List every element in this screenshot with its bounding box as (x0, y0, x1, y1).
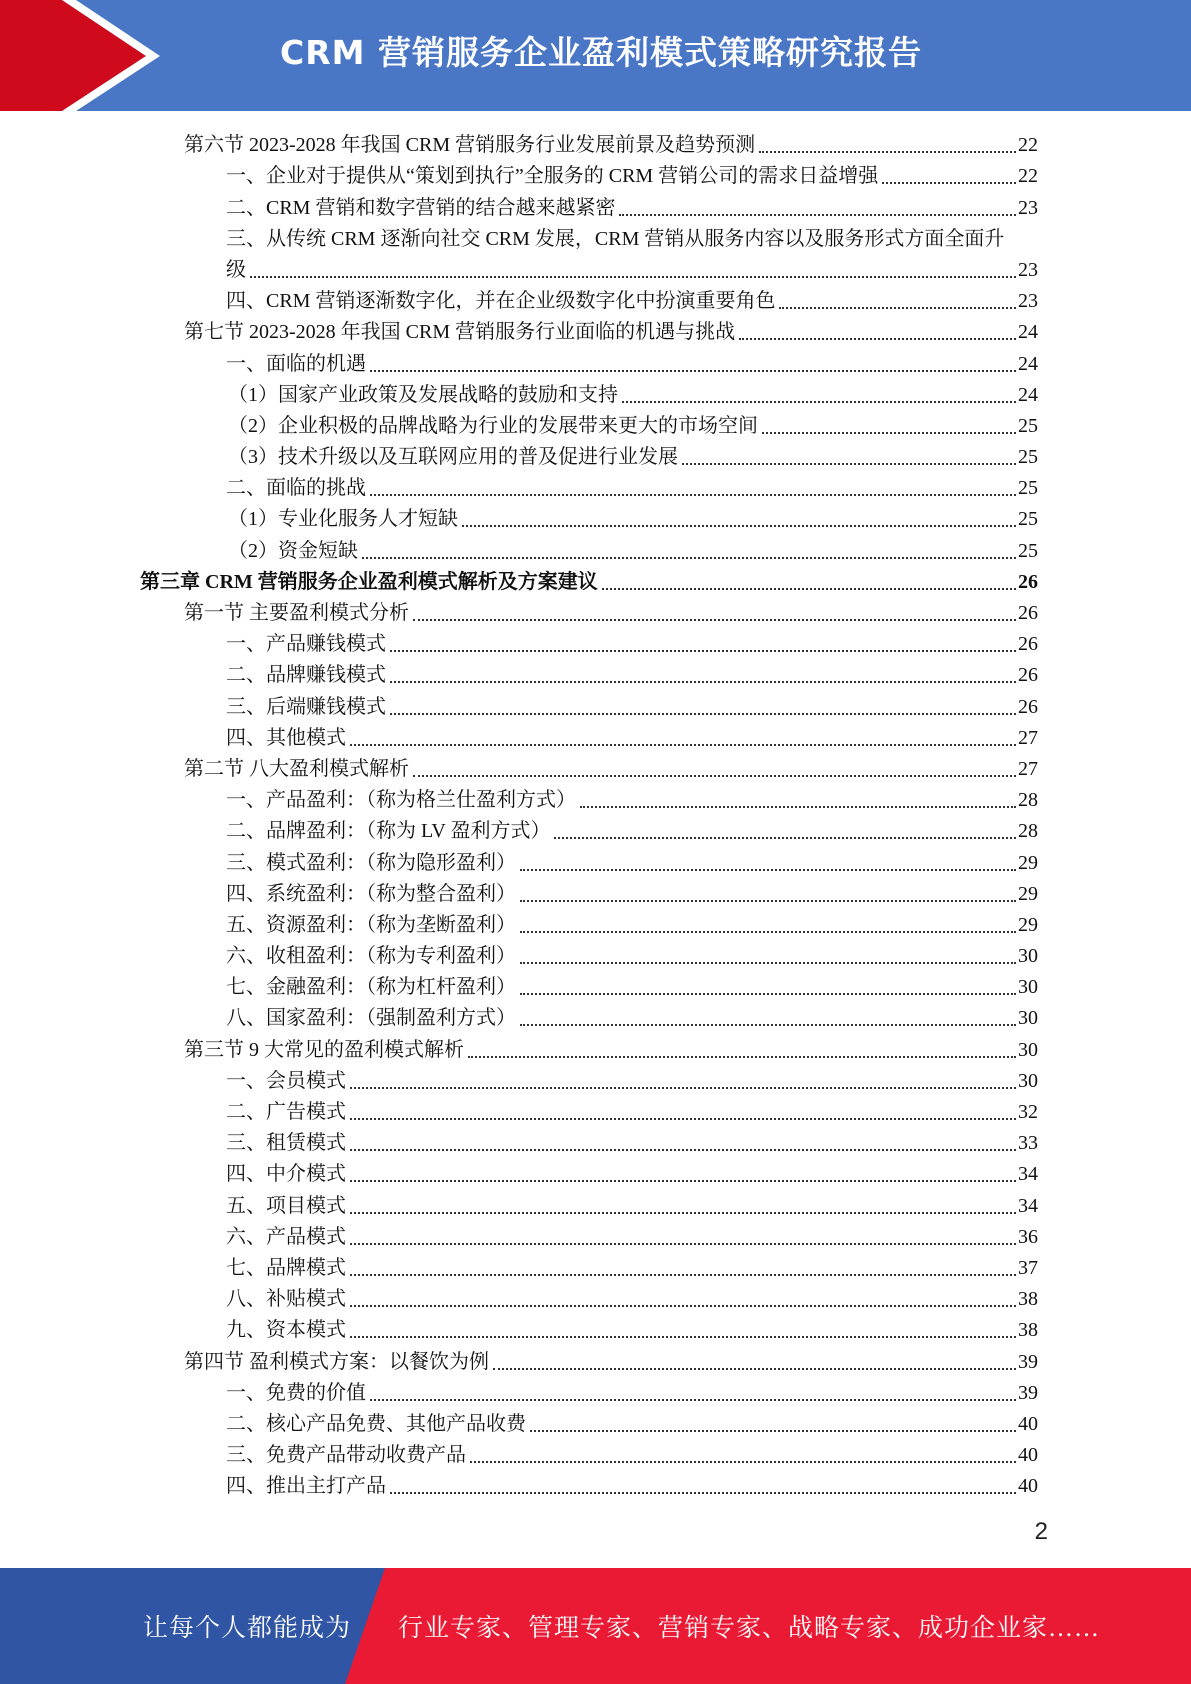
toc-dot-leader (530, 1430, 1016, 1432)
footer-slogan-left: 让每个人都能成为 (143, 1615, 352, 1642)
toc-dot-leader (350, 1243, 1016, 1245)
toc-entry-title: 六、收租盈利：（称为专利盈利） (226, 945, 516, 968)
toc-dot-leader (370, 494, 1016, 496)
toc-dot-leader (390, 650, 1016, 652)
toc-dot-leader (370, 370, 1016, 372)
toc-page-number: 23 (1018, 290, 1038, 313)
toc-section-entry[interactable] (0, 128, 1038, 159)
toc-entry-title: 五、项目模式 (226, 1194, 346, 1217)
toc-entry-title: 三、免费产品带动收费产品 (226, 1444, 466, 1467)
toc-section-entry[interactable] (0, 596, 1038, 627)
toc-dot-leader (350, 1274, 1016, 1276)
toc-page-number: 23 (1018, 196, 1038, 219)
toc-dot-leader (762, 432, 1016, 434)
toc-subsection-entry[interactable] (0, 1438, 1038, 1469)
toc-subsection-entry[interactable] (0, 1001, 1038, 1032)
toc-dot-leader (882, 182, 1016, 184)
toc-dot-leader (520, 931, 1016, 933)
toc-entry-title: 二、品牌盈利：（称为 LV 盈利方式） (226, 820, 551, 843)
toc-entry-title: 三、后端赚钱模式 (226, 695, 386, 718)
toc-entry-title: 四、其他模式 (226, 726, 346, 749)
toc-dot-leader (682, 463, 1016, 465)
toc-dot-leader (350, 1180, 1016, 1182)
toc-page-number: 27 (1018, 757, 1038, 780)
toc-dot-leader (350, 1212, 1016, 1214)
toc-page-number: 23 (1018, 258, 1038, 281)
toc-chapter-entry[interactable] (0, 565, 1038, 596)
toc-page-number: 32 (1018, 1101, 1038, 1123)
toc-entry-title: 二、广告模式 (226, 1101, 346, 1123)
toc-subsection-entry[interactable] (0, 1188, 1038, 1219)
toc-entry-title: 二、CRM 营销和数字营销的结合越来越紧密 (226, 196, 616, 219)
toc-subsection-entry[interactable] (0, 689, 1038, 720)
toc-subsection-entry[interactable] (0, 378, 1038, 409)
toc-subsection-entry[interactable] (0, 533, 1038, 564)
toc-dot-leader (554, 837, 1016, 839)
toc-subsection-entry[interactable] (0, 627, 1038, 658)
toc-entry-title: 一、企业对于提供从“策划到执行”全服务的 CRM 营销公司的需求日益增强 (226, 165, 879, 188)
toc-page-number: 30 (1018, 1069, 1038, 1092)
toc-page-number: 34 (1018, 1163, 1038, 1186)
toc-subsection-entry[interactable] (0, 721, 1038, 752)
toc-dot-leader (759, 151, 1016, 153)
toc-page-number: 34 (1018, 1194, 1038, 1217)
toc-page-number: 28 (1018, 789, 1038, 812)
toc-page-number: 28 (1018, 820, 1038, 843)
toc-dot-leader (350, 1336, 1016, 1338)
toc-subsection-entry[interactable] (0, 190, 1038, 221)
toc-entry-title: 二、面临的挑战 (226, 477, 366, 500)
toc-page-number: 25 (1018, 477, 1038, 500)
toc-dot-leader (390, 713, 1016, 715)
toc-entry-title: 七、品牌模式 (226, 1256, 346, 1279)
report-title: CRM 营销服务企业盈利模式策略研究报告 (280, 33, 922, 72)
toc-entry-title: 第二节 八大盈利模式解析 (184, 757, 409, 780)
toc-subsection-entry[interactable] (0, 1220, 1038, 1251)
header-arrow-decoration (0, 0, 160, 111)
toc-page-number: 25 (1018, 508, 1038, 531)
toc-dot-leader (622, 401, 1016, 403)
toc-subsection-entry[interactable] (0, 970, 1038, 1001)
footer-slogan-right: 行业专家、管理专家、营销专家、战略专家、成功企业家…… (398, 1615, 1101, 1642)
toc-dot-leader (580, 806, 1016, 808)
toc-entry-title: 二、品牌赚钱模式 (226, 664, 386, 687)
toc-subsection-entry[interactable] (0, 1407, 1038, 1438)
page-footer (0, 1568, 1191, 1684)
toc-page-number: 30 (1018, 1038, 1038, 1061)
toc-dot-leader (390, 1492, 1016, 1494)
toc-dot-leader (470, 1461, 1016, 1463)
toc-page-number: 30 (1018, 976, 1038, 999)
toc-section-entry[interactable] (0, 1032, 1038, 1063)
toc-page-number: 40 (1018, 1412, 1038, 1435)
toc-subsection-entry[interactable] (0, 877, 1038, 908)
toc-dot-leader (619, 214, 1016, 216)
toc-subsection-entry[interactable] (0, 440, 1038, 471)
toc-entry-title: 六、产品模式 (226, 1225, 346, 1248)
toc-dot-leader (390, 681, 1016, 683)
toc-subsection-entry[interactable] (0, 471, 1038, 502)
toc-page-number: 38 (1018, 1288, 1038, 1311)
table-of-contents (0, 128, 1191, 1500)
toc-entry-title: 五、资源盈利：（称为垄断盈利） (226, 913, 516, 936)
toc-entry-title: 三、模式盈利：（称为隐形盈利） (226, 851, 516, 874)
toc-entry-title: 八、国家盈利：（强制盈利方式） (226, 1007, 516, 1030)
toc-subsection-entry[interactable] (0, 1376, 1038, 1407)
toc-entry-title: 四、系统盈利：（称为整合盈利） (226, 882, 516, 905)
toc-entry-title: 第六节 2023-2028 年我国 CRM 营销服务行业发展前景及趋势预测 (184, 134, 756, 157)
toc-page-number: 27 (1018, 726, 1038, 749)
toc-entry-title: 一、产品赚钱模式 (226, 633, 386, 656)
toc-dot-leader (468, 1056, 1016, 1058)
toc-entry-title: 八、补贴模式 (226, 1288, 346, 1311)
toc-entry-title: 三、租赁模式 (226, 1132, 346, 1155)
toc-dot-leader (520, 962, 1016, 964)
toc-page-number: 25 (1018, 446, 1038, 469)
toc-entry-title: 二、核心产品免费、其他产品收费 (226, 1412, 526, 1435)
toc-dot-leader (602, 588, 1016, 590)
toc-subsection-entry[interactable] (0, 814, 1038, 845)
page-number: 2 (1034, 1518, 1048, 1545)
toc-section-entry[interactable] (0, 1344, 1038, 1375)
toc-page-number: 33 (1018, 1132, 1038, 1155)
toc-dot-leader (520, 869, 1016, 871)
toc-entry-title: 一、产品盈利：（称为格兰仕盈利方式） (226, 789, 576, 812)
toc-dot-leader (362, 557, 1016, 559)
toc-subsection-entry[interactable] (0, 908, 1038, 939)
page-header (0, 0, 1191, 111)
toc-entry-title: 第七节 2023-2028 年我国 CRM 营销服务行业面临的机遇与挑战 (184, 321, 736, 344)
toc-section-entry[interactable] (0, 752, 1038, 783)
toc-page-number: 30 (1018, 1007, 1038, 1030)
toc-subsection-entry[interactable] (0, 222, 1038, 253)
toc-subsection-entry[interactable] (0, 1126, 1038, 1157)
toc-dot-leader (413, 619, 1016, 621)
toc-subsection-entry[interactable] (0, 1313, 1038, 1344)
toc-entry-title: （2）资金短缺 (228, 539, 358, 562)
toc-entry-title: 四、中介模式 (226, 1163, 346, 1186)
toc-dot-leader (370, 1399, 1016, 1401)
toc-entry-title: 第三节 9 大常见的盈利模式解析 (184, 1038, 464, 1061)
toc-entry-title: 三、从传统 CRM 逐渐向社交 CRM 发展，CRM 营销从服务内容以及服务形式方面全面升 (226, 227, 1005, 250)
toc-dot-leader (493, 1368, 1016, 1370)
toc-entry-title: 第四节 盈利模式方案：以餐饮为例 (184, 1350, 489, 1373)
toc-page-number: 29 (1018, 851, 1038, 874)
toc-dot-leader (779, 307, 1016, 309)
toc-page-number: 30 (1018, 945, 1038, 968)
toc-subsection-entry[interactable] (0, 783, 1038, 814)
toc-entry-title: 一、会员模式 (226, 1069, 346, 1092)
toc-page-number: 26 (1018, 602, 1038, 624)
toc-dot-leader (250, 276, 1016, 278)
toc-entry-title: 第一节 主要盈利模式分析 (184, 602, 409, 624)
toc-dot-leader (413, 775, 1016, 777)
toc-entry-title: 级 (226, 258, 246, 281)
toc-dot-leader (350, 1087, 1016, 1089)
toc-dot-leader (350, 1305, 1016, 1307)
toc-subsection-entry[interactable] (0, 1157, 1038, 1188)
toc-entry-title: （1）专业化服务人才短缺 (228, 508, 458, 531)
toc-page-number: 22 (1018, 134, 1038, 157)
toc-page-number: 24 (1018, 352, 1038, 375)
toc-subsection-entry[interactable] (0, 845, 1038, 876)
toc-page-number: 37 (1018, 1256, 1038, 1279)
toc-subsection-entry[interactable] (0, 939, 1038, 970)
toc-page-number: 25 (1018, 414, 1038, 437)
toc-dot-leader (520, 993, 1016, 995)
toc-subsection-entry[interactable] (0, 1282, 1038, 1313)
toc-page-number: 24 (1018, 321, 1038, 344)
toc-entry-title: 九、资本模式 (226, 1319, 346, 1342)
toc-page-number: 40 (1018, 1475, 1038, 1498)
toc-subsection-entry[interactable] (0, 658, 1038, 689)
toc-subsection-entry[interactable] (0, 253, 1038, 284)
toc-entry-title: （3）技术升级以及互联网应用的普及促进行业发展 (228, 446, 678, 469)
toc-subsection-entry[interactable] (0, 409, 1038, 440)
toc-section-entry[interactable] (0, 315, 1038, 346)
toc-subsection-entry[interactable] (0, 346, 1038, 377)
toc-page-number: 29 (1018, 882, 1038, 905)
toc-subsection-entry[interactable] (0, 284, 1038, 315)
toc-dot-leader (350, 1118, 1016, 1120)
toc-subsection-entry[interactable] (0, 1251, 1038, 1282)
toc-subsection-entry[interactable] (0, 502, 1038, 533)
toc-page-number: 24 (1018, 383, 1038, 406)
toc-dot-leader (520, 900, 1016, 902)
toc-page-number: 40 (1018, 1444, 1038, 1467)
toc-dot-leader (462, 525, 1016, 527)
toc-page-number: 26 (1018, 664, 1038, 687)
toc-subsection-entry[interactable] (0, 1469, 1038, 1500)
toc-page-number: 39 (1018, 1350, 1038, 1373)
toc-subsection-entry[interactable] (0, 1064, 1038, 1095)
toc-dot-leader (350, 744, 1016, 746)
toc-entry-title: （1）国家产业政策及发展战略的鼓励和支持 (228, 383, 618, 406)
toc-entry-title: 四、CRM 营销逐渐数字化，并在企业级数字化中扮演重要角色 (226, 290, 776, 313)
toc-entry-title: 一、免费的价值 (226, 1381, 366, 1404)
toc-page-number: 26 (1018, 570, 1038, 593)
toc-page-number: 25 (1018, 539, 1038, 562)
toc-page-number: 22 (1018, 165, 1038, 188)
toc-page-number: 26 (1018, 633, 1038, 656)
toc-subsection-entry[interactable] (0, 159, 1038, 190)
toc-page-number: 29 (1018, 913, 1038, 936)
toc-page-number: 38 (1018, 1319, 1038, 1342)
toc-page-number: 36 (1018, 1225, 1038, 1248)
toc-dot-leader (350, 1149, 1016, 1151)
toc-subsection-entry[interactable] (0, 1095, 1038, 1126)
toc-entry-title: 七、金融盈利：（称为杠杆盈利） (226, 976, 516, 999)
toc-entry-title: 第三章 CRM 营销服务企业盈利模式解析及方案建议 (140, 570, 598, 593)
toc-page-number: 39 (1018, 1381, 1038, 1404)
toc-entry-title: （2）企业积极的品牌战略为行业的发展带来更大的市场空间 (228, 414, 758, 437)
toc-entry-title: 一、面临的机遇 (226, 352, 366, 375)
toc-dot-leader (520, 1024, 1016, 1026)
header-red-arrow (0, 0, 146, 111)
toc-entry-title: 四、推出主打产品 (226, 1475, 386, 1498)
toc-dot-leader (739, 338, 1016, 340)
toc-page-number: 26 (1018, 695, 1038, 718)
